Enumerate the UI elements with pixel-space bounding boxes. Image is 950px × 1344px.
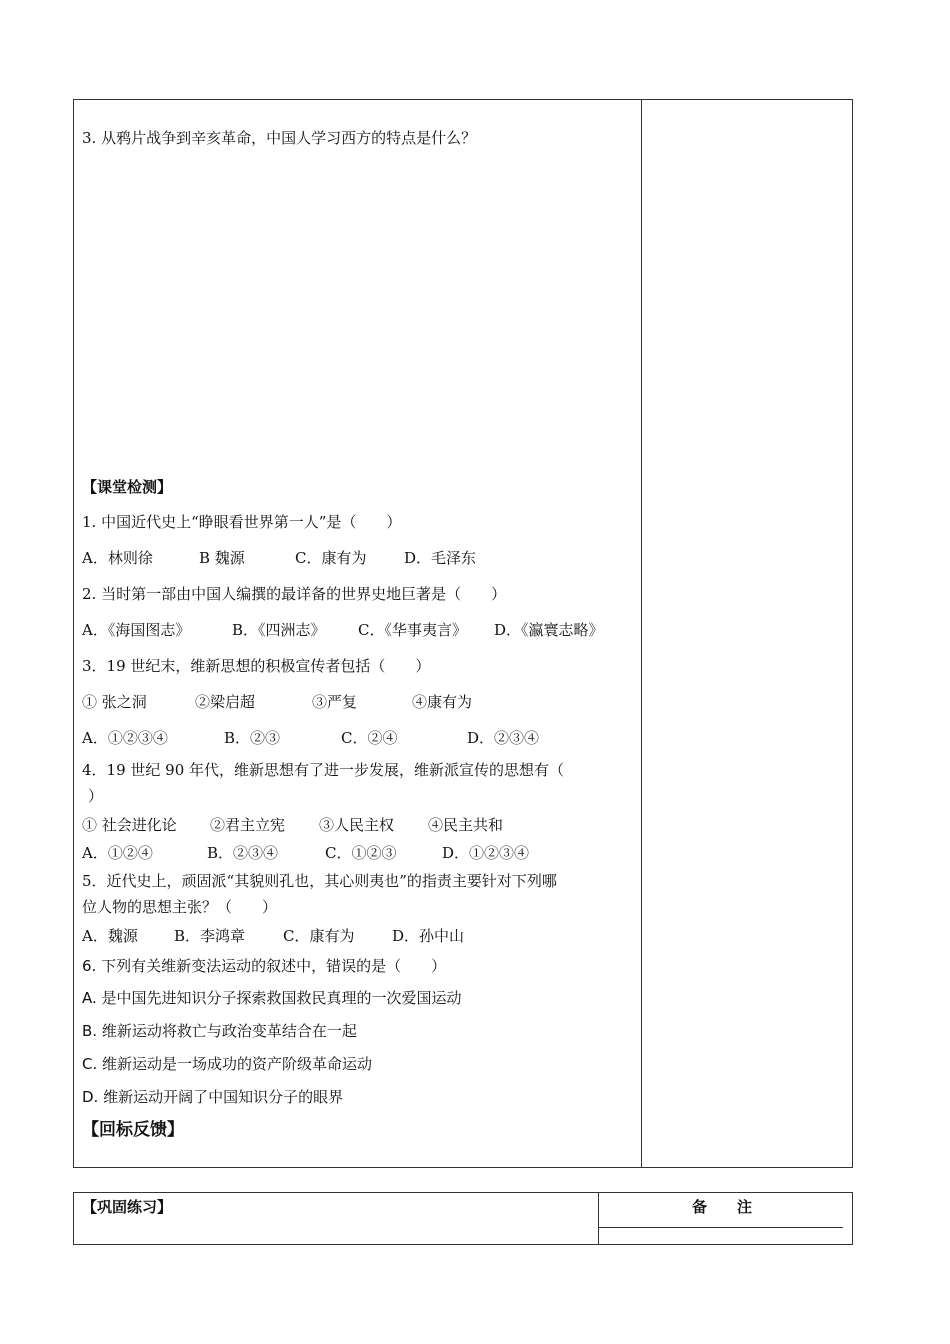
q3-item-3: ③严复: [312, 693, 358, 711]
q4-option-d: D．①②③④: [442, 844, 530, 862]
q4-stem-line1: 4．19 世纪 90 年代，维新思想有了进一步发展，维新派宣传的思想有（: [82, 761, 565, 779]
q6-option-d: D. 维新运动开阔了中国知识分子的眼界: [82, 1088, 344, 1106]
notes-column-divider: [641, 99, 642, 1168]
q4-option-b: B．②③④: [207, 844, 279, 862]
q4-item-2: ②君主立宪: [210, 816, 286, 834]
q2-option-c: C．《华事夷言》: [358, 621, 467, 639]
q5-option-c: C．康有为: [283, 927, 355, 945]
q2-option-b: B．《四洲志》: [232, 621, 326, 639]
q1-option-b: B 魏源: [199, 549, 245, 567]
q4-item-1: ① 社会进化论: [82, 816, 177, 834]
q1-option-c: C．康有为: [295, 549, 367, 567]
practice-column-divider: [598, 1192, 599, 1245]
section-title-ketang: 【课堂检测】: [82, 478, 173, 496]
notes-header-underline: [599, 1227, 843, 1228]
question-3-prompt: 3. 从鸦片战争到辛亥革命，中国人学习西方的特点是什么？: [82, 129, 477, 147]
q2-stem: 2. 当时第一部由中国人编撰的最详备的世界史地巨著是（ ）: [82, 585, 507, 603]
q3-stem: 3．19 世纪末，维新思想的积极宣传者包括（ ）: [82, 657, 431, 675]
q3-item-2: ②梁启超: [195, 693, 256, 711]
q5-option-a: A．魏源: [82, 927, 138, 945]
q1-stem: 1. 中国近代史上“睁眼看世界第一人”是（ ）: [82, 513, 402, 531]
q3-option-b: B．②③: [224, 729, 281, 747]
q3-option-a: A．①②③④: [82, 729, 168, 747]
q5-option-b: B．李鸿章: [174, 927, 246, 945]
q5-option-d: D．孙中山: [392, 927, 465, 945]
q6-option-b: B. 维新运动将救亡与政治变革结合在一起: [82, 1022, 357, 1040]
q4-item-3: ③人民主权: [319, 816, 395, 834]
q2-option-d: D．《瀛寰志略》: [494, 621, 604, 639]
q5-stem-line1: 5．近代史上，顽固派“其貌则孔也，其心则夷也”的指责主要针对下列哪: [82, 872, 557, 890]
q6-option-a: A. 是中国先进知识分子探索救国救民真理的一次爱国运动: [82, 989, 462, 1007]
q6-option-c: C. 维新运动是一场成功的资产阶级革命运动: [82, 1055, 373, 1073]
q4-option-a: A．①②④: [82, 844, 153, 862]
section-title-gonggu: 【巩固练习】: [82, 1198, 173, 1216]
q3-item-4: ④康有为: [412, 693, 473, 711]
q5-stem-line2: 位人物的思想主张？（ ）: [82, 898, 278, 916]
q4-stem-line2: ）: [88, 787, 104, 805]
q3-option-c: C．②④: [341, 729, 398, 747]
q3-item-1: ① 张之洞: [82, 693, 147, 711]
notes-header: 备 注: [692, 1198, 753, 1216]
q1-option-a: A．林则徐: [82, 549, 153, 567]
q6-stem: 6. 下列有关维新变法运动的叙述中，错误的是（ ）: [82, 957, 447, 975]
q4-item-4: ④民主共和: [428, 816, 504, 834]
q2-option-a: A．《海国图志》: [82, 621, 191, 639]
q4-option-c: C．①②③: [325, 844, 397, 862]
q1-option-d: D．毛泽东: [404, 549, 477, 567]
q3-option-d: D．②③④: [467, 729, 540, 747]
section-title-huibiao: 【回标反馈】: [82, 1120, 184, 1140]
